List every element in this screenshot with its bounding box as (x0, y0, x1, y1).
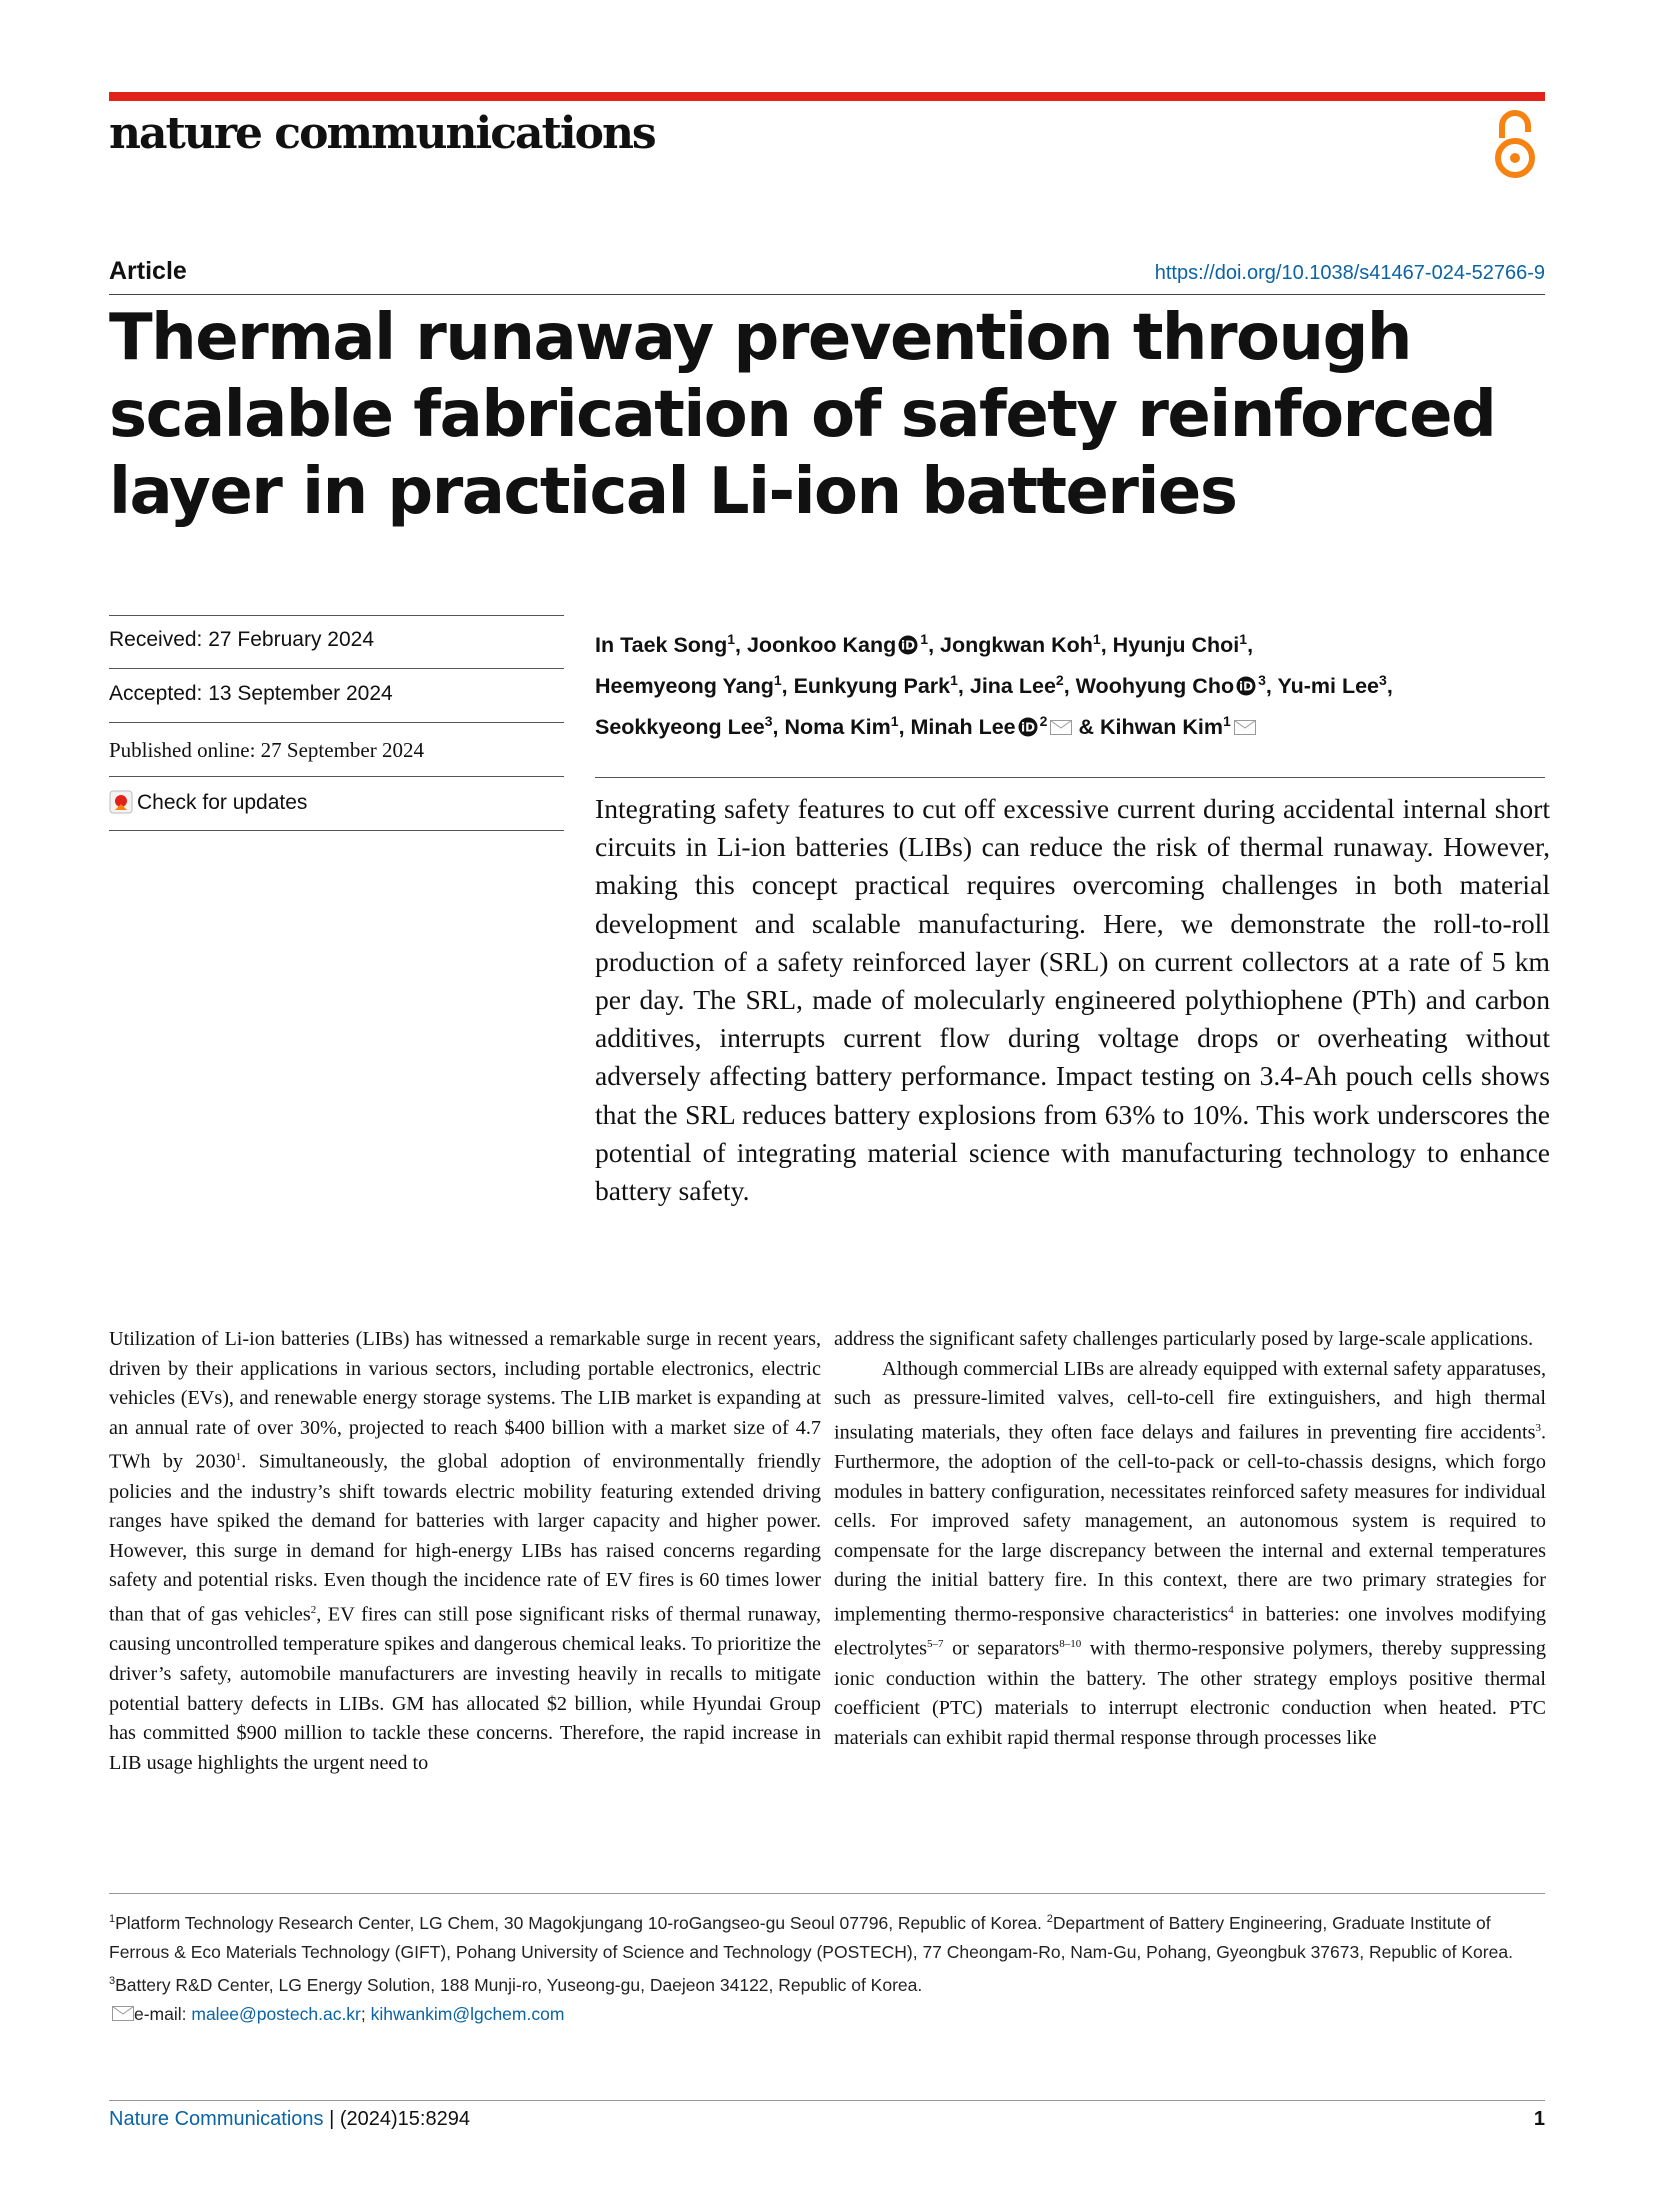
meta-divider (109, 776, 564, 777)
body-text: , EV fires can still pose significant risks of thermal runaway, causing uncontrolled temperature spikes and dangerous chemical leaks. To prioritize the driver’s safety, automobile manufacturers are investing heavily in recalls to mitigate potential battery defects in LIBs. GM has allocated $2 billion, while Hyundai Group has committed $900 million to tackle these concerns. Therefore, the rapid increase in LIB usage highlights the urgent need to (109, 1603, 821, 1774)
page-number: 1 (1533, 2108, 1545, 2130)
email-icon (112, 2006, 134, 2021)
orcid-icon[interactable] (1018, 717, 1038, 737)
footer-divider (109, 2100, 1545, 2101)
open-access-icon (1490, 108, 1540, 180)
abstract-divider (595, 777, 1545, 778)
email-separator: ; (360, 2003, 371, 2024)
body-text: Utilization of Li-ion batteries (LIBs) has witnessed a remarkable surge in recent years, driven by their applications in various sectors, including portable electronics, electric vehicles (EVs), and renewable energy storage systems. The LIB market is expanding at an annual rate of over 30%, projected to reach $400 billion with a market size of 4.7 TWh by 2030 (109, 1328, 821, 1474)
affiliation-mark: 1 (109, 1913, 116, 1925)
affiliation-mark: 1 (1092, 631, 1101, 647)
journal-link[interactable]: Nature Communications (109, 2108, 324, 2130)
svg-text:iD: iD (1020, 720, 1035, 735)
affiliation-mark: 3 (1258, 672, 1266, 689)
svg-text:iD: iD (1239, 679, 1254, 694)
affiliations-footnote (109, 1905, 1545, 2029)
affiliation-text: Department of Battery Engineering, Graduate Institute of Ferrous & Eco Materials Technology (GIFT), Pohang University of Science and Technology (POSTECH), 77 Cheongam-Ro, Nam-Gu, Pohang, Gyeongbuk 37673, Republic of Korea. (109, 1912, 1513, 1962)
affiliation-mark: 1 (727, 631, 735, 647)
author-name: Woohyung Cho (1075, 674, 1235, 699)
header-rule (109, 92, 1545, 101)
footer-citation (109, 2108, 470, 2131)
author-name: Hyunju Choi (1112, 633, 1240, 658)
author-conjunction: & (1078, 715, 1094, 740)
footnote-divider (109, 1893, 1545, 1894)
author-name: Noma Kim (784, 715, 891, 740)
citation-text: | (2024)15:8294 (323, 2108, 470, 2130)
author-name: Joonkoo Kang (746, 633, 897, 658)
author-name: Minah Lee (910, 715, 1016, 740)
check-updates-button[interactable] (109, 790, 564, 815)
meta-divider (109, 722, 564, 723)
email-icon[interactable] (1050, 720, 1072, 735)
received-date: Received: 27 February 2024 (109, 628, 374, 651)
author-list: In Taek Song$^1$, Joonkoo Kang iD $^1$, Jongkwan Koh$^1$, Hyunju Choi$^1$, Heemyeong Yang$^1$, Eunkyung Park$^1$, Jina Lee$^2$, Woohyung Cho iD $^3$, Yu-mi Lee$^3$, Seokkyeong Lee$^3$, Noma Kim$^1$, Minah Lee iD $^2$ & Kihwan Kim$^1$ (595, 631, 1393, 740)
meta-divider (109, 615, 564, 616)
author-name: Heemyeong Yang (595, 674, 774, 699)
affiliation-mark: 3 (1379, 672, 1387, 689)
author-name: Kihwan Kim (1099, 715, 1223, 740)
article-type: Article (109, 257, 187, 285)
body-column-left (109, 1325, 821, 1778)
author-name: In Taek Song (595, 633, 728, 658)
affiliation-mark: 1 (773, 672, 782, 689)
abstract: Integrating safety features to cut off excessive current during accidental internal short circuits in Li-ion batteries (LIBs) can reduce the risk of thermal runaway. However, making this concept practical requires overcoming challenges in both material development and scalable manufacturing. Here, we demonstrate the roll-to-roll production of a safety reinforced layer (SRL) on current collectors at a rate of 5 km per day. The SRL, made of molecularly engineered polythiophene (PTh) and carbon additives, interrupts current flow during voltage drops or overheating without adversely affecting battery performance. Impact testing on 3.4-Ah pouch cells shows that the SRL reduces battery explosions from 63% to 10%. This work underscores the potential of integrating material science with manufacturing technology to enhance battery safety. (595, 793, 1550, 1207)
orcid-icon[interactable] (1236, 676, 1256, 696)
author-name: Seokkyeong Lee (595, 715, 765, 740)
email-label: e-mail: (134, 2003, 192, 2024)
accepted-date: Accepted: 13 September 2024 (109, 682, 393, 705)
affiliation-mark: 1 (1223, 713, 1231, 730)
affiliation-mark: 1 (920, 631, 929, 647)
author-name: Jongkwan Koh (940, 633, 1093, 658)
affiliation-text: Platform Technology Research Center, LG Chem, 30 Magokjungang 10-roGangseo-gu Seoul 07796, Republic of Korea. (115, 1912, 1047, 1933)
affiliation-mark: 3 (109, 1974, 116, 1987)
svg-text:iD: iD (901, 638, 916, 653)
affiliation-mark: 2 (1039, 713, 1048, 730)
journal-name: nature communications (109, 108, 655, 159)
email-icon[interactable] (1234, 720, 1256, 735)
citation-ref[interactable]: 5–7 (927, 1638, 944, 1651)
meta-divider (109, 668, 564, 669)
author-name: Yu-mi Lee (1277, 674, 1380, 699)
body-text: Although commercial LIBs are already equipped with external safety apparatuses, such as pressure-limited valves, cell-to-cell fire extinguishers, and high thermal insulating materials, they often face delays and failures in preventing fire accidents (834, 1357, 1546, 1444)
published-date: Published online: 27 September 2024 (109, 738, 424, 762)
citation-ref[interactable]: 8–10 (1059, 1638, 1082, 1651)
author-name: Eunkyung Park (793, 674, 951, 699)
citation-ref[interactable]: 2 (310, 1604, 317, 1617)
body-paragraph: address the significant safety challenges particularly posed by large-scale applications. (834, 1328, 1534, 1350)
body-text: or separators (943, 1638, 1060, 1661)
citation-ref[interactable]: 4 (1228, 1604, 1234, 1617)
body-column-right (834, 1325, 1546, 1754)
author-name: Jina Lee (969, 674, 1056, 699)
doi-link[interactable]: https://doi.org/10.1038/s41467-024-52766-9 (1154, 262, 1545, 284)
article-title: Thermal runaway prevention through scalable fabrication of safety reinforced layer in practical Li-ion batteries (109, 301, 1496, 529)
body-text: . Simultaneously, the global adoption of environmentally friendly policies and the industry’s shift towards electric mobility featuring extended driving ranges have spiked the demand for batteries with larger capacity and higher power. However, this surge in demand for high-energy LIBs has raised concerns regarding safety and potential risks. Even though the incidence rate of EV fires is 60 times lower than that of gas vehicles (109, 1451, 822, 1626)
email-link[interactable]: malee@postech.ac.kr (191, 2003, 361, 2024)
orcid-icon[interactable] (898, 635, 918, 655)
affiliation-mark: 1 (950, 672, 958, 689)
body-paragraph (109, 1325, 821, 1778)
affiliation-text: Battery R&D Center, LG Energy Solution, 188 Munji-ro, Yuseong-gu, Daejeon 34122, Republic of Korea. (115, 1974, 923, 1995)
affiliation-mark: 1 (1239, 631, 1248, 647)
email-link[interactable]: kihwankim@lgchem.com (370, 2003, 565, 2024)
body-paragraph (834, 1355, 1546, 1754)
affiliation-mark: 2 (1055, 672, 1064, 689)
affiliation-mark: 3 (764, 713, 773, 730)
affiliation-mark: 1 (890, 713, 899, 730)
body-text: in batteries: one involves modifying electrolytes (834, 1603, 1546, 1661)
check-updates-label: Check for updates (137, 791, 308, 814)
affiliation-mark: 2 (1046, 1913, 1053, 1925)
citation-ref[interactable]: 3 (1535, 1421, 1541, 1434)
meta-divider (109, 830, 564, 831)
body-text: with thermo-responsive polymers, thereby suppressing ionic conduction within the battery. The other strategy employs positive thermal coefficient (PTC) materials to interrupt electronic conduction when heated. PTC materials can exhibit rapid thermal response through processes like (834, 1638, 1546, 1749)
check-updates-icon (109, 790, 133, 814)
body-text: . Furthermore, the adoption of the cell-to-pack or cell-to-chassis designs, which forgo modules in battery configuration, necessitates reinforced safety measures for individual cells. For improved safety management, an autonomous system is required to compensate for the large discrepancy between the internal and external temperatures during the initial battery fire. In this context, there are two primary strategies for implementing thermo-responsive characteristics (834, 1421, 1546, 1626)
title-divider (109, 294, 1545, 295)
citation-ref[interactable]: 1 (235, 1451, 242, 1464)
